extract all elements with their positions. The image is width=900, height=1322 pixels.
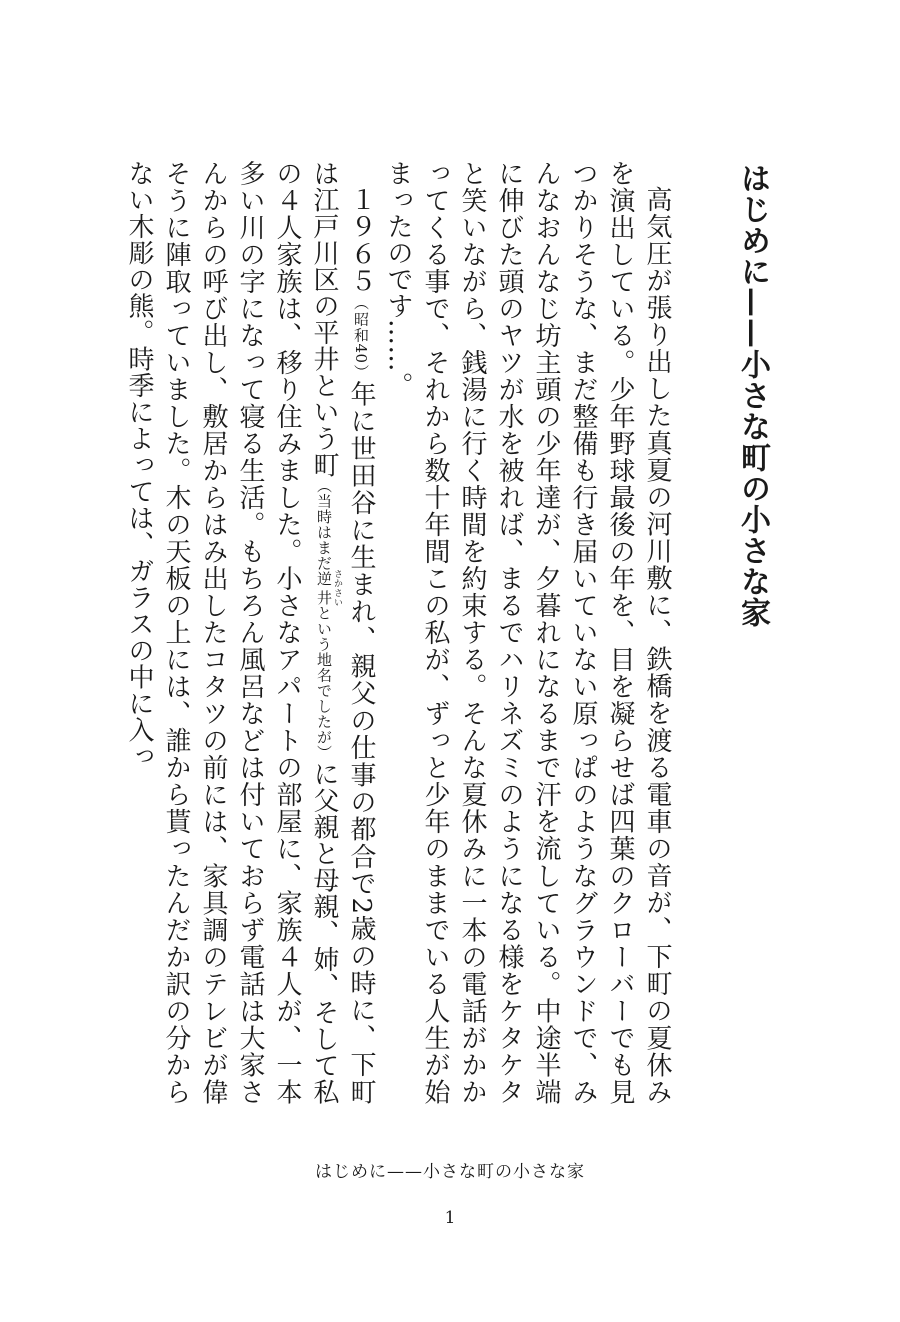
paragraph-1: 高気圧が張り出した真夏の河川敷に、鉄橋を渡る電車の音が、下町の夏休みを演出している。少年野球最後の年を、目を凝らせば四葉のクローバーでも見つかりそうな、まだ整備も行き届いていない原っぱのようなグラウンドで、みんなおんなじ坊主頭の少年達が、夕暮れになるまで汗を流している。中途半端に伸びた頭のヤツが水を被れば、まるでハリネズミのようになる様をケタケタと笑いながら、銭湯に行く時間を約束する。そんな夏休みに一本の電話がかかってくる事で、それから数十年間この私が、ずっと少年のままでいる人生が始まったのです……。 (383, 160, 672, 1105)
page-number: 1 (444, 1208, 456, 1228)
paragraph-2-part-1: １９６５ (346, 186, 376, 295)
paragraph-2 (120, 160, 379, 1105)
place-name-note (315, 478, 342, 761)
ruby-base: 逆井 (315, 569, 333, 608)
place-note-after: という地名でしたが） (315, 605, 333, 761)
paragraph-2-part-2: 年に世田谷に生まれ、親父の仕事の都合で2歳の時に、下町は江戸川区の平井という町 (309, 160, 376, 1105)
place-note-before: （当時はまだ (315, 478, 333, 571)
ruby-sakasai (315, 569, 342, 608)
paragraph-2-part-3: に父親と母親、姉、そして私の４人家族は、移り住みました。小さなアパートの部屋に、家族４人が、一本多い川の字になって寝る生活。もちろん風呂などは付いておらず電話は大家さんからの呼び出し、敷居からはみ出したコタツの前には、家具調のテレビが偉そうに陣取っていました。木の天板の上には、誰から貰ったんだか訳の分からない木彫の熊。時季によっては、ガラスの中に入っ (124, 160, 339, 1105)
body-text (95, 160, 675, 1105)
era-note: （昭和40） (352, 294, 370, 381)
ruby-reading: さかさい (332, 569, 342, 608)
chapter-title: はじめに——小さな町の小さな家 (735, 163, 770, 628)
running-head: はじめに——小さな町の小さな家 (315, 1162, 585, 1182)
